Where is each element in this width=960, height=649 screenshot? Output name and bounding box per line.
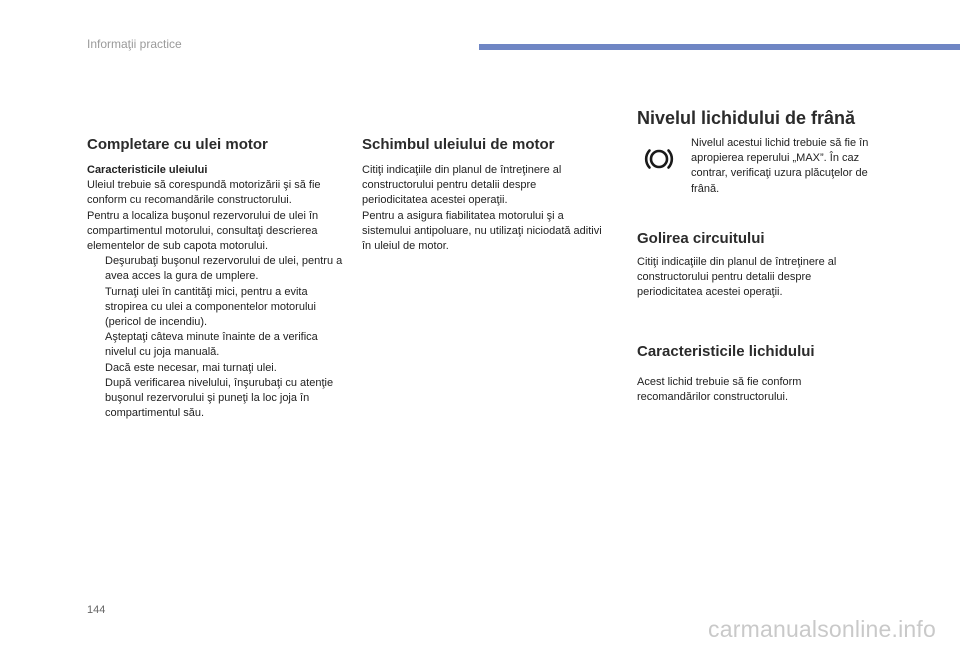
oil-fill-steps-list [87, 254, 347, 421]
fluid-characteristics-text: Acest lichid trebuie să fie conform recomandărilor constructorului. [637, 376, 802, 404]
list-item: Dacă este necesar, mai turnaţi ulei. [105, 361, 277, 374]
oil-change-paragraph-2: Pentru a asigura fiabilitatea motorului şi a sistemului antipoluare, nu utilizaţi niciodată aditivi în uleiul de motor. [362, 209, 602, 253]
header-title: Informaţii practice [87, 37, 182, 51]
list-item: După verificarea nivelului, înşurubaţi cu atenţie buşonul rezervorului şi puneţi la loc joja în compartimentul său. [105, 376, 334, 420]
oil-fill-paragraph-2: Pentru a localiza buşonul rezervorului de ulei în compartimentul motorului, consultaţi descrierea elementelor de sub capota motorului. [87, 209, 319, 253]
oil-fill-paragraph-1: Uleiul trebuie să corespundă motorizării şi să fie conform cu recomandările constructorului. [87, 179, 321, 207]
header-accent-bar [479, 44, 960, 50]
oil-change-heading: Schimbul uleiului de motor [362, 136, 555, 153]
oil-change-paragraph-1: Citiţi indicaţiile din planul de întreţinere al constructorului pentru detalii despre periodicitatea acestei operaţii. [362, 164, 562, 207]
oil-fill-body [87, 163, 347, 421]
oil-fill-heading: Completare cu ulei motor [87, 136, 268, 153]
page-number: 144 [87, 604, 106, 616]
list-item: Turnaţi ulei în cantităţi mici, pentru a evita stropirea cu ulei a componentelor motorului (pericol de incendiu). [105, 285, 316, 329]
circuit-drain-text: Citiţi indicaţiile din planul de întreţinere al constructorului pentru detalii despre periodicitatea acestei operaţii. [637, 256, 837, 299]
brake-warning-icon [644, 146, 674, 172]
brake-fluid-intro: Nivelul acestui lichid trebuie să fie în apropierea reperului „MAX”. În caz contrar, verificaţi uzura plăcuţelor de frână. [691, 137, 869, 195]
circuit-drain-heading: Golirea circuitului [637, 230, 765, 247]
fluid-characteristics-heading: Caracteristicile lichidului [637, 343, 815, 360]
list-item: Aşteptaţi câteva minute înainte de a verifica nivelul cu joja manuală. [105, 331, 318, 359]
list-item: Deşurubaţi buşonul rezervorului de ulei, pentru a avea acces la gura de umplere. [105, 255, 343, 283]
brake-fluid-heading: Nivelul lichidului de frână [637, 108, 856, 128]
oil-characteristics-subheading: Caracteristicile uleiului [87, 164, 208, 176]
watermark: carmanualsonline.info [708, 616, 936, 642]
oil-change-body [362, 163, 602, 254]
